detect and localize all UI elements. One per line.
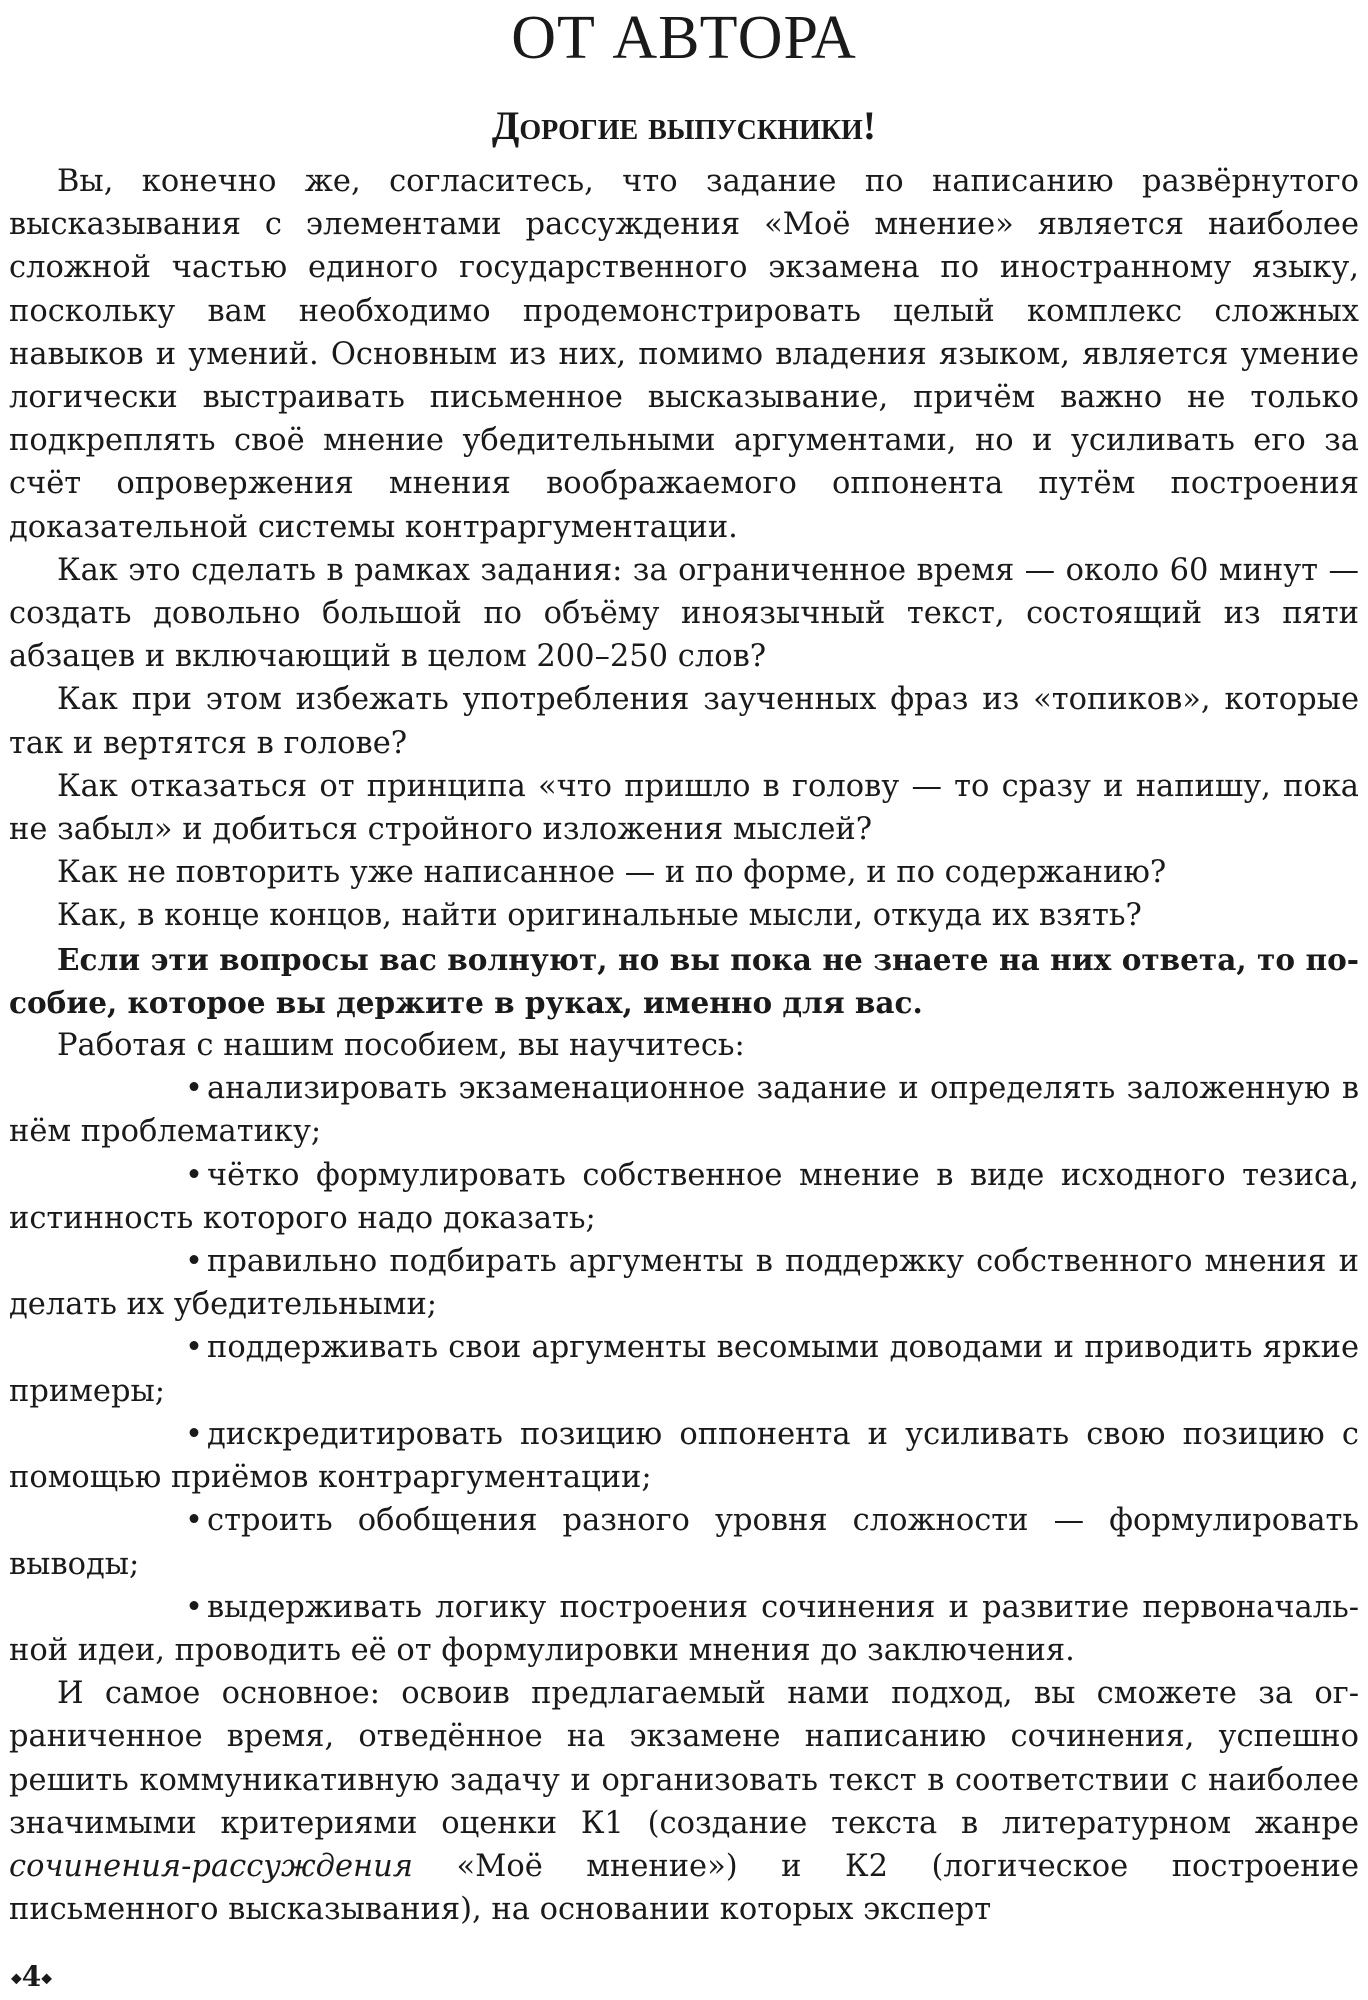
- page-number: [11, 1960, 52, 1996]
- list-item: [9, 1499, 1359, 1585]
- body-text: [9, 160, 1359, 1931]
- bullet-icon: •: [185, 1071, 203, 1107]
- document-page: [9, 0, 1359, 2000]
- bullet-icon: •: [185, 1244, 203, 1280]
- paragraph: Как не повторить уже написанное — и по форме, и по содержанию?: [57, 855, 1167, 891]
- list-item: [9, 1586, 1359, 1672]
- list-item: [9, 1413, 1359, 1499]
- list-item: [9, 1326, 1359, 1412]
- paragraph: Вы, конечно же, согласитесь, что задание по написанию развёрнутого высказывания с элементами рассуждения «Моё мнение» является наиболее сложной частью единого государственного экзамена по иностранному языку, поскольку вам необходимо продемонстрировать целый комплекс сложных навыков и умений. Основным из них, помимо владения языком, является умение логически выстраивать письменное высказывание, причём важно не только подкреплять своё мнение убедительными аргументами, но и усиливать его за счёт опровержения мнения воображаемого оппонента путём построения доказательной системы контраргументации.: [9, 164, 1359, 545]
- list-item: [9, 1154, 1359, 1240]
- bold-paragraph: Если эти вопросы вас волнуют, но вы пока не знаете на них ответа, то пособие, которое вы держите в руках, именно для вас.: [9, 941, 1359, 1020]
- page-number-value: 4: [21, 1960, 42, 1993]
- page-title: ОТ АВТОРА: [511, 4, 857, 72]
- final-paragraph-text: И самое основное: освоив предлагаемый нами подход, вы сможете за ограниченное время, отведённое на экзамене написанию сочинения, успешно решить коммуникативную задачу и организовать текст в соответствии с наиболее значимыми критериями оценки К1 (создание текста в литературном жанре: [9, 1676, 1359, 1841]
- paragraph: Как это сделать в рамках задания: за ограниченное время — около 60 минут — создать довольно большой по объёму иноязычный текст, состоящий из пяти абзацев и включающий в целом 200–250 слов?: [9, 552, 1359, 675]
- bullet-icon: •: [185, 1503, 203, 1539]
- list-item-text: анализировать экзаменационное задание и определять заложенную в нём проблематику;: [9, 1071, 1359, 1150]
- list-item: [9, 1240, 1359, 1326]
- paragraph: Как при этом избежать употребления заученных фраз из «топиков», которые так и вертятся в голове?: [9, 682, 1359, 761]
- list-item-text: дискредитировать позицию оппонента и усиливать свою позицию с помощью приёмов контраргументации;: [9, 1416, 1359, 1496]
- final-paragraph-text-end: «Моё мнение») и К2 (логическое построение письменного высказывания), на основании которых эксперт: [9, 1848, 1359, 1928]
- diamond-right-icon: ◆: [41, 1970, 53, 1987]
- bullet-icon: •: [185, 1330, 203, 1366]
- italic-term: сочинения-рассуждения: [9, 1848, 413, 1884]
- list-item-text: выдерживать логику построения сочинения и развитие первоначальной идеи, проводить её от формулировки мнения до заключения.: [9, 1589, 1359, 1668]
- bullet-icon: •: [185, 1157, 203, 1193]
- list-item-text: строить обобщения разного уровня сложности — формулировать выводы;: [9, 1503, 1359, 1582]
- bullet-icon: •: [185, 1589, 203, 1625]
- list-item-text: чётко формулировать собственное мнение в виде исходного тезиса, истинность которого надо доказать;: [9, 1157, 1359, 1236]
- list-intro: Работая с нашим пособием, вы научитесь:: [57, 1028, 745, 1064]
- paragraph: Как, в конце концов, найти оригинальные мысли, откуда их взять?: [57, 898, 1142, 934]
- list-item: [9, 1067, 1359, 1153]
- list-item-text: поддерживать свои аргументы весомыми доводами и приводить яркие примеры;: [9, 1330, 1359, 1409]
- paragraph: Как отказаться от принципа «что пришло в голову — то сразу и напишу, пока не забыл» и добиться стройного изложения мыслей?: [9, 768, 1359, 848]
- list-item-text: правильно подбирать аргументы в поддержку собственного мнения и делать их убедительными;: [9, 1244, 1359, 1323]
- page-subtitle: Дорогие выпускники!: [491, 103, 877, 148]
- bullet-icon: •: [185, 1416, 203, 1452]
- diamond-left-icon: ◆: [11, 1970, 22, 1987]
- final-paragraph: [9, 1672, 1359, 1931]
